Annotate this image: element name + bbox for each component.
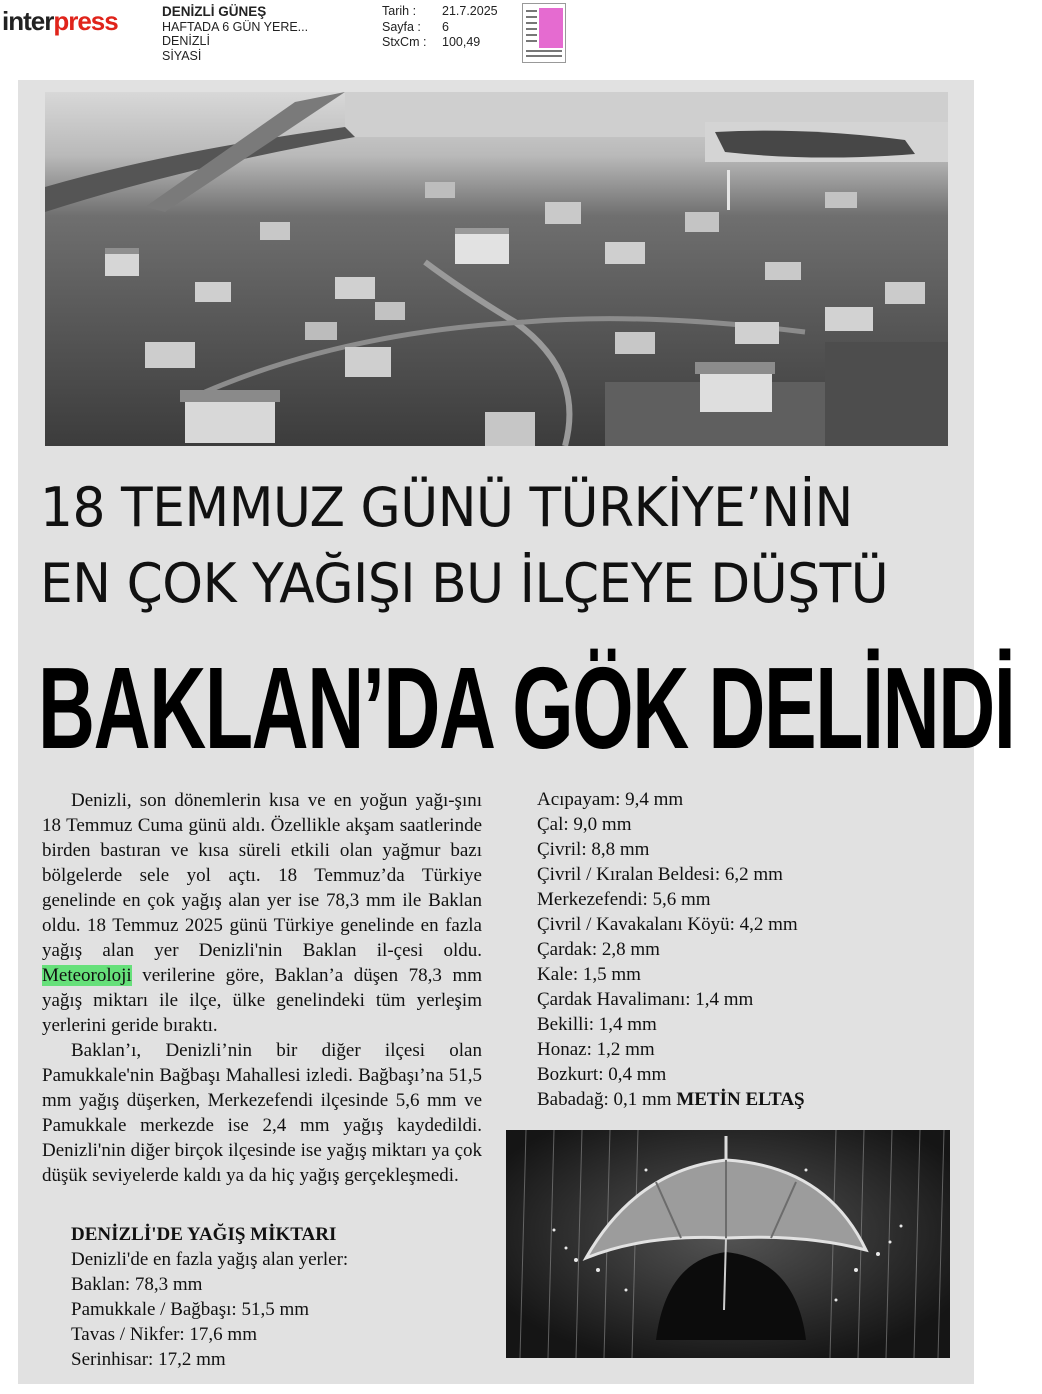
rainfall-item: Acıpayam: 9,4 mm	[537, 789, 684, 810]
rainfall-subheading: DENİZLİ'DE YAĞIŞ MİKTARI	[71, 1224, 337, 1245]
clipping-meta	[382, 4, 498, 51]
article-paragraph-2: Baklan’ı, Denizli’nin bir diğer ilçesi olan Pamukkale'nin Bağbaşı Mahallesi izledi. Bağbaşı’na 51,5 mm yağış düşerken, Merkezefendi ilçesinde 5,6 mm ve Pamukkale merkezde ise 2,4 mm yağış kaydedildi. Denizli'nin diğer birçok ilçesinde ise yağış miktarı ya çok düşük seviyelerde kaldı ya da hiç yağış gerçekleşmedi.	[42, 1040, 482, 1186]
author-byline: METİN ELTAŞ	[676, 1089, 805, 1110]
rainfall-section	[42, 1222, 482, 1372]
rainfall-item: Çivril / Kıralan Beldesi: 6,2 mm	[537, 864, 783, 885]
publication-info	[162, 5, 308, 63]
rainfall-item: Bekilli: 1,4 mm	[537, 1014, 657, 1035]
rainfall-intro: Denizli'de en fazla yağış alan yerler:	[71, 1249, 349, 1270]
rainfall-item: Çivril / Kavakalanı Köyü: 4,2 mm	[537, 914, 798, 935]
page-label: Sayfa :	[382, 19, 421, 34]
date-value: 21.7.2025	[442, 4, 498, 18]
publication-name: DENİZLİ GÜNEŞ	[162, 4, 267, 19]
publication-frequency: HAFTADA 6 GÜN YERE...	[162, 19, 309, 34]
highlighted-keyword: Meteoroloji	[42, 965, 132, 986]
rainfall-item: Çal: 9,0 mm	[537, 814, 632, 835]
rainfall-item: Merkezefendi: 5,6 mm	[537, 889, 711, 910]
rainfall-item: Pamukkale / Bağbaşı: 51,5 mm	[71, 1299, 310, 1320]
article-body-left	[42, 788, 482, 1372]
headline-line-2: EN ÇOK YAĞIŞI BU İLÇEYE DÜŞTÜ	[40, 552, 889, 615]
publication-city: DENİZLİ	[162, 34, 210, 48]
interpress-logo: interpress	[2, 6, 118, 36]
headline-main: BAKLAN’DA GÖK DELİNDİ	[38, 643, 1015, 773]
article-paragraph-1: Denizli, son dönemlerin kısa ve en yoğun yağı-şını 18 Temmuz Cuma günü aldı. Özellikle akşam saatlerinde birden bastıran ve kısa süreli etkili olan yağmur bazı bölgelerde sele yol açtı. 18 Temmuz’da Türkiye genelinde en çok yağış alan yer ise 78,3 mm ile Baklan oldu. 18 Temmuz 2025 günü Türkiye genelinde en fazla yağış alan yer Denizli'nin Baklan il-çesi oldu. Meteoroloji verilerine göre, Baklan’a düşen 78,3 mm yağış miktarı ile ilçe, ülke genelindeki tüm yerleşim yerlerini geride bıraktı.	[42, 790, 482, 1036]
rainfall-item: Tavas / Nikfer: 17,6 mm	[71, 1324, 257, 1345]
headline-kicker	[40, 470, 933, 622]
rainfall-item: Çivril: 8,8 mm	[537, 839, 650, 860]
rainfall-item: Çardak: 2,8 mm	[537, 939, 660, 960]
page-value: 6	[442, 19, 449, 34]
rainfall-list-right	[537, 787, 957, 1112]
rainfall-item: Serinhisar: 17,2 mm	[71, 1349, 226, 1370]
clipping-header	[0, 0, 1042, 72]
stxcm-label: StxCm :	[382, 35, 427, 49]
rainfall-item: Çardak Havalimanı: 1,4 mm	[537, 989, 754, 1010]
rainfall-item: Bozkurt: 0,4 mm	[537, 1064, 667, 1085]
rainfall-item: Kale: 1,5 mm	[537, 964, 641, 985]
publication-category: SİYASİ	[162, 48, 202, 63]
headline-line-1: 18 TEMMUZ GÜNÜ TÜRKİYE’NİN	[40, 476, 853, 539]
aerial-village-photo	[45, 92, 948, 446]
date-label: Tarih :	[382, 4, 417, 18]
rainfall-item: Baklan: 78,3 mm	[71, 1274, 203, 1295]
rainfall-item-last: Babadağ: 0,1 mm METİN ELTAŞ	[537, 1089, 805, 1110]
rainfall-item: Honaz: 1,2 mm	[537, 1039, 655, 1060]
umbrella-rain-photo	[506, 1130, 950, 1358]
page-thumbnail[interactable]	[522, 3, 566, 63]
stxcm-value: 100,49	[442, 35, 481, 49]
